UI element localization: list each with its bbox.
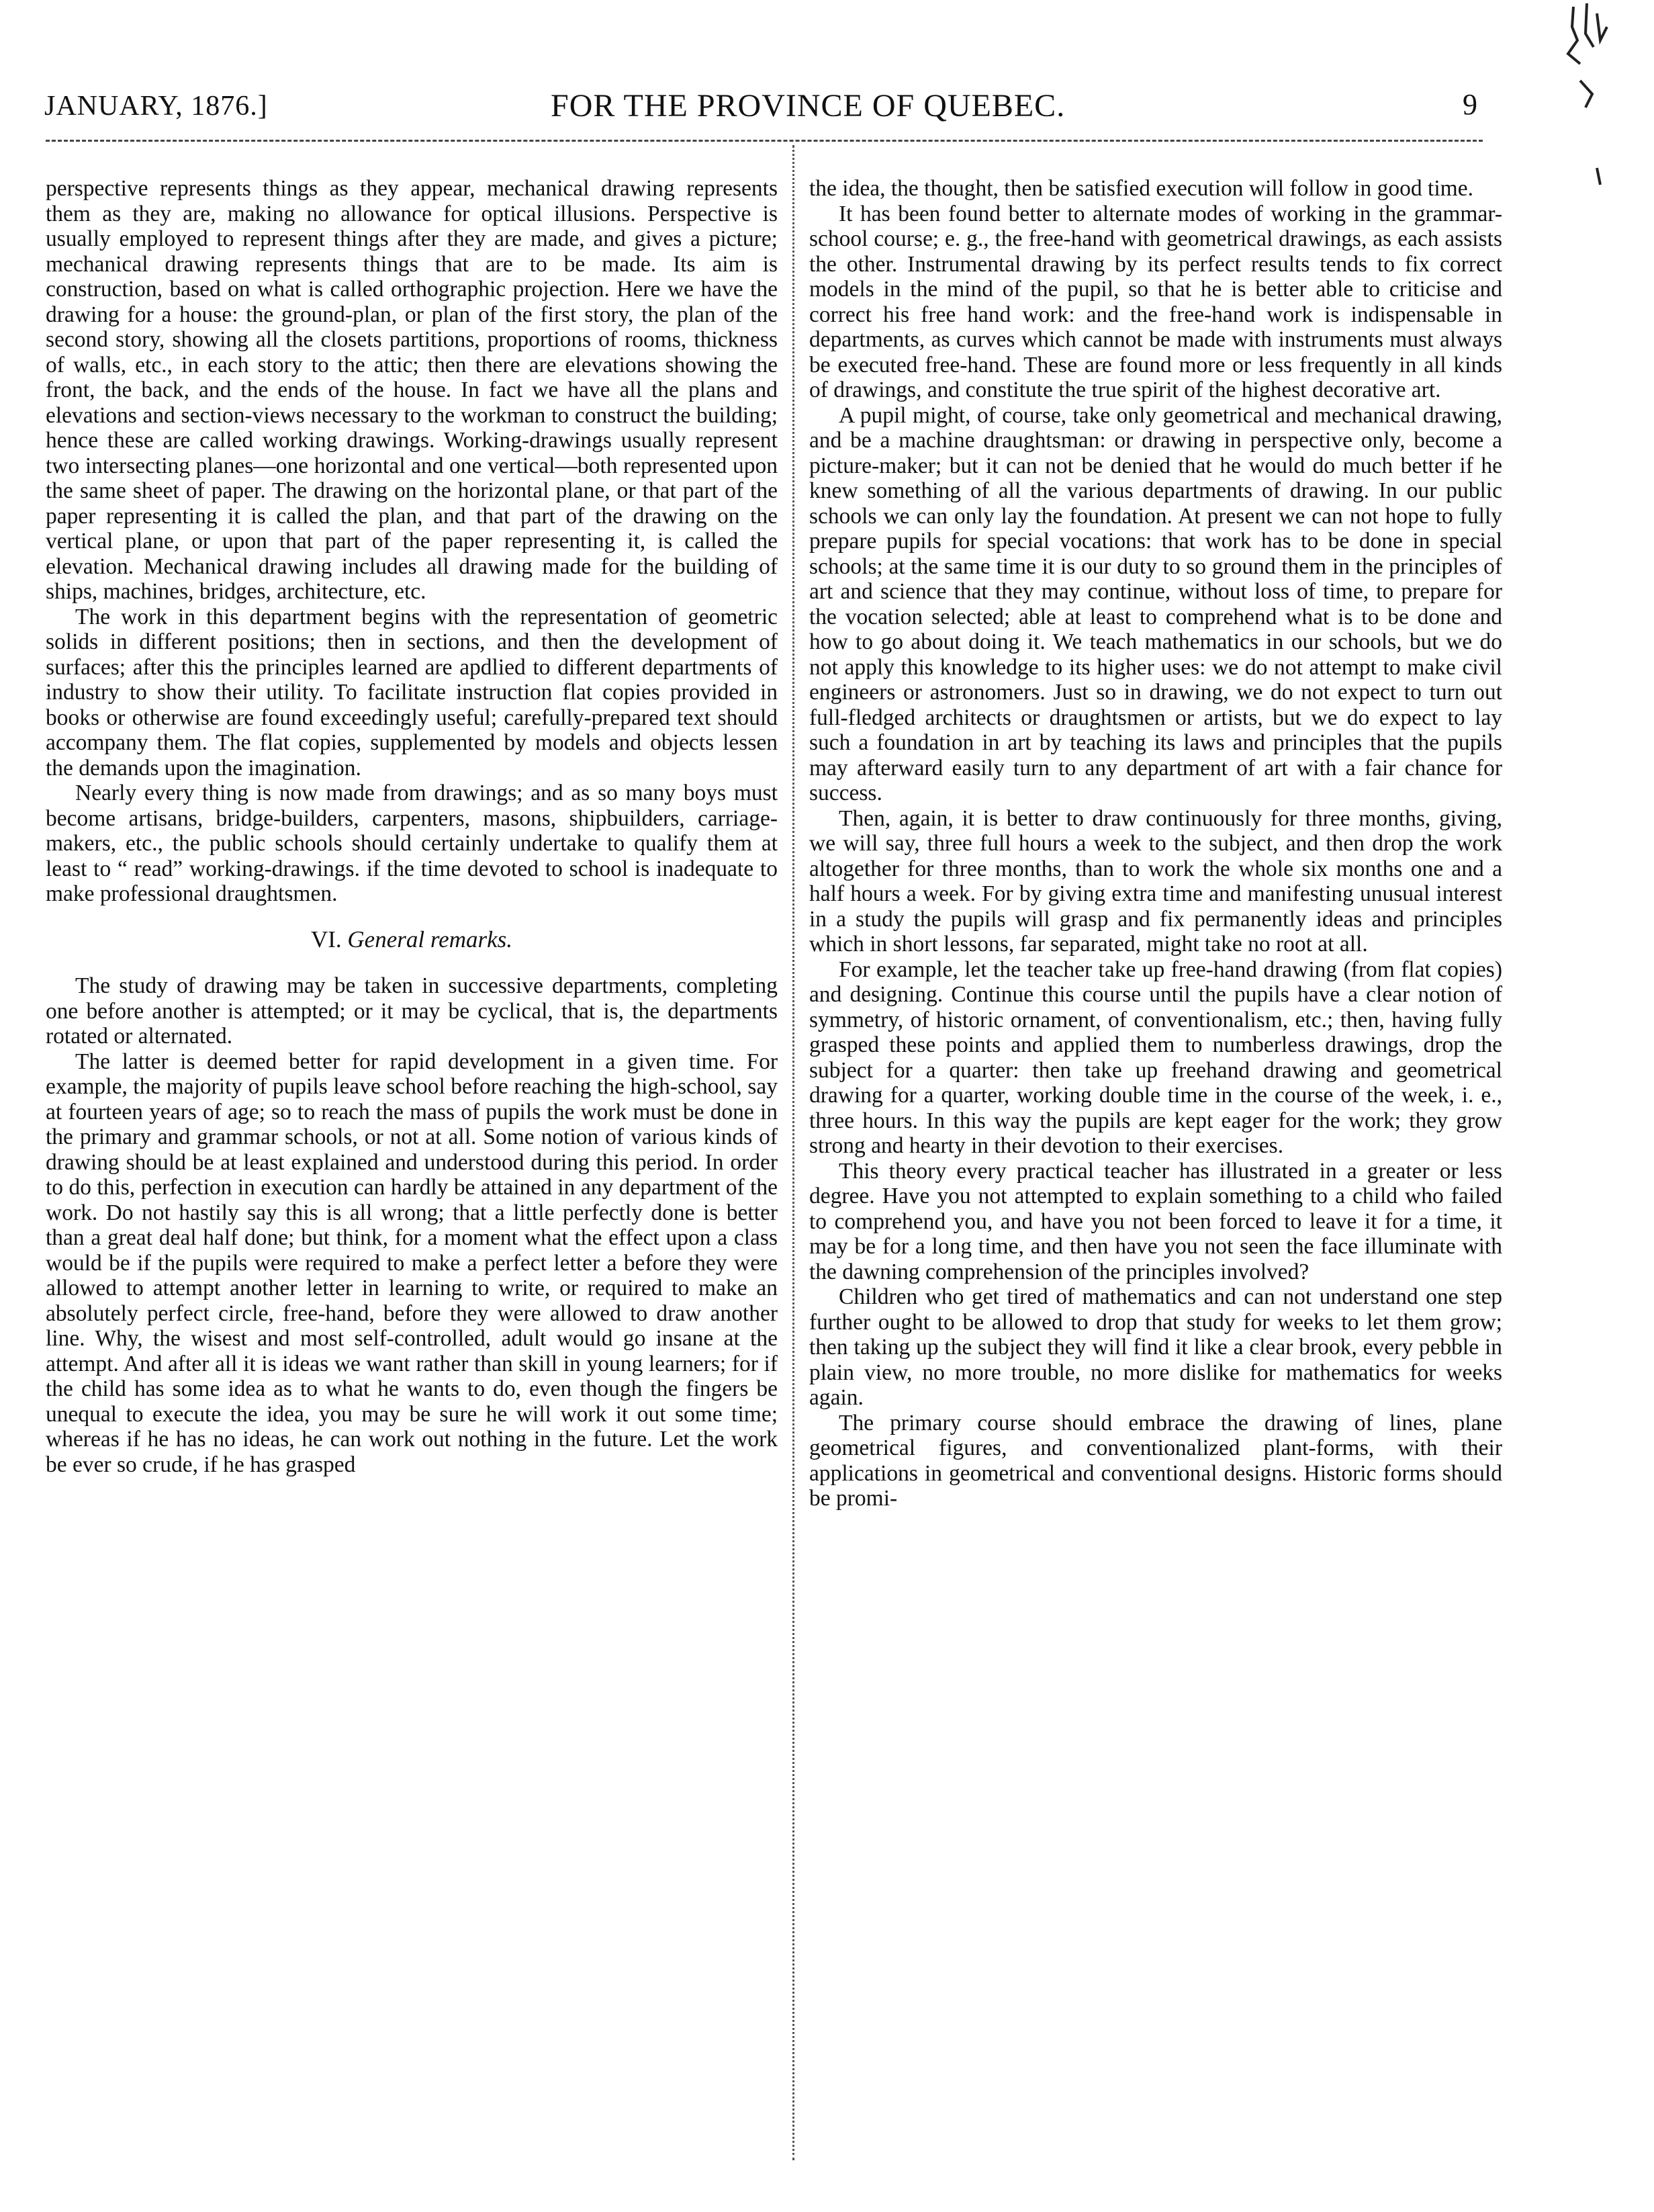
section-heading-text: General remarks. bbox=[347, 926, 513, 953]
left-column bbox=[46, 176, 778, 1477]
header-date: JANUARY, 1876.] bbox=[44, 91, 268, 122]
right-column bbox=[809, 176, 1502, 1511]
paragraph: the idea, the thought, then be satisfied execution will follow in good time. bbox=[809, 176, 1473, 201]
section-heading bbox=[46, 927, 778, 953]
page-header bbox=[40, 86, 1504, 126]
page-number: 9 bbox=[1463, 88, 1477, 121]
paragraph: The primary course should embrace the drawing of lines, plane geometrical figures, and conventionalized plant-forms, with their applications in geometrical and conventional designs. Historic forms should be promi- bbox=[809, 1410, 1502, 1511]
paragraph: This theory every practical teacher has illustrated in a greater or less degree. Have you not attempted to explain something to a child who failed to comprehend you, and have you not been forced to leave it for a time, it may be for a long time, and then have you not seen the face illuminate with the dawning comprehension of the principles involved? bbox=[809, 1158, 1502, 1284]
paragraph: Nearly every thing is now made from drawings; and as so many boys must become artisans, bridge-builders, carpenters, masons, shipbuilders, carriage-makers, etc., the public schools should certainly undertake to qualify them at least to “ read” working-drawings. if the time devoted to school is inadequate to make professional draughtsmen. bbox=[46, 781, 778, 906]
paragraph: The study of drawing may be taken in successive departments, completing one before another is attempted; or it may be cyclical, that is, the departments rotated or alternated. bbox=[46, 973, 778, 1049]
paragraph: It has been found better to alternate modes of working in the grammar-school course; e. g., the free-hand with geometrical drawings, as each assists the other. Instrumental drawing by its perfect results tends to fix correct models in the mind of the pupil, so that he is better able to criticise and correct his free hand work: and the free-hand work is indispensable in departments, as curves which cannot be made with instruments must always be executed free-hand. These are found more or less frequently in all kinds of drawings, and constitute the true spirit of the highest decorative art. bbox=[809, 201, 1502, 402]
paragraph: The latter is deemed better for rapid development in a given time. For example, the majority of pupils leave school before reaching the high-school, say at fourteen years of age; so to reach the mass of pupils the work must be done in the primary and grammar schools, or not at all. Some notion of various kinds of drawing should be at least explained and understood during this period. In order to do this, perfection in execution can hardly be attained in any department of the work. Do not hastily say this is all wrong; that a little perfectly done is better than a great deal half done; but think, for a moment what the effect upon a class would be if the pupils were required to make a perfect letter a before they were allowed to attempt another letter in learning to write, or required to make an absolutely perfect circle, free-hand, before they were allowed to draw another line. Why, the wisest and most self-controlled, adult would go insane at the attempt. And after all it is ideas we want rather than skill in young learners; for if the child has some idea as to what he wants to do, even though the fingers be unequal to execute the idea, you may be sure he will work it out some time; whereas if he has no ideas, he can work out nothing in the future. Let the work be ever so crude, if he has grasped bbox=[46, 1049, 778, 1477]
paragraph: Then, again, it is better to draw continuously for three months, giving, we will say, three full hours a week to the subject, and then drop the work altogether for three months, than to work the whole six months one and a half hours a week. For by giving extra time and manifesting unusual interest in a study the pupils will grasp and fix permanently ideas and principles which in short lessons, far separated, might take no root at all. bbox=[809, 805, 1502, 957]
section-heading-number: VI. bbox=[310, 926, 342, 953]
paragraph: For example, let the teacher take up free-hand drawing (from flat copies) and designing. Continue this course until the pupils have a clear notion of symmetry, of historic ornament, of conventionalism, etc.; then, having fully grasped these points and applied them to numberless drawings, drop the subject for a quarter: then take up freehand drawing and geometrical drawing for a quarter, working double time in the course of the week, i. e., three hours. In this way the pupils are kept eager for the work; they grow strong and hearty in their devotion to their exercises. bbox=[809, 957, 1502, 1158]
paragraph: perspective represents things as they appear, mechanical drawing represents them as they are, making no allowance for optical illusions. Perspective is usually employed to represent things after they are made, and gives a picture; mechanical drawing represents things that are to be made. Its aim is construction, based on what is called orthographic projection. Here we have the drawing for a house: the ground-plan, or plan of the first story, the plan of the second story, showing all the closets partitions, proportions of rooms, thickness of walls, etc., in each story to the attic; then there are elevations showing the front, the back, and the ends of the house. In fact we have all the plans and elevations and section-views necessary to the workman to construct the building; hence these are called working drawings. Working-drawings usually represent two intersecting planes—one horizontal and one vertical—both represented upon the same sheet of paper. The drawing on the horizontal plane, or that part of the paper representing it is called the plan, and that part of the drawing on the vertical plane, or upon that part of the paper representing it, is called the elevation. Mechanical drawing includes all drawing made for the building of ships, machines, bridges, architecture, etc. bbox=[46, 176, 778, 604]
header-rule bbox=[46, 140, 1483, 142]
paragraph: A pupil might, of course, take only geometrical and mechanical drawing, and be a machine draughtsman: or drawing in perspective only, become a picture-maker; but it can not be denied that he would do much better if he knew something of all the various departments of drawing. In our public schools we can only lay the foundation. At present we can not hope to fully prepare pupils for special vocations: that work has to be done in special schools; at the same time it is our duty to so ground them in the principles of art and science that they may continue, without loss of time, to prepare for the vocation selected; able at least to comprehend what is to be done and how to go about doing it. We teach mathematics in our schools, but we do not apply this knowledge to its higher uses: we do not attempt to make civil engineers or astronomers. Just so in drawing, we do not expect to turn out full-fledged architects or draughtsmen or artists, but we do expect to lay such a foundation in art by teaching its laws and principles that the pupils may afterward easily turn to any department of art with a fair chance for success. bbox=[809, 402, 1502, 805]
marginal-scribble bbox=[1533, 0, 1627, 202]
paragraph: The work in this department begins with the representation of geometric solids in different positions; then in sections, and then the development of surfaces; after this the principles learned are apdlied to different departments of industry to show their utility. To facilitate instruction flat copies provided in books or otherwise are found exceedingly useful; carefully-prepared text should accompany them. The flat copies, supplemented by models and objects lessen the demands upon the imagination. bbox=[46, 604, 778, 781]
column-divider bbox=[792, 145, 794, 2160]
scribble-mark bbox=[1533, 0, 1627, 202]
header-title: FOR THE PROVINCE OF QUEBEC. bbox=[551, 88, 1066, 124]
paragraph: Children who get tired of mathematics and can not understand one step further ought to be allowed to drop that study for weeks to let them grow; then taking up the subject they will find it like a clear brook, every pebble in plain view, no more trouble, no more dislike for mathematics for weeks again. bbox=[809, 1284, 1502, 1410]
